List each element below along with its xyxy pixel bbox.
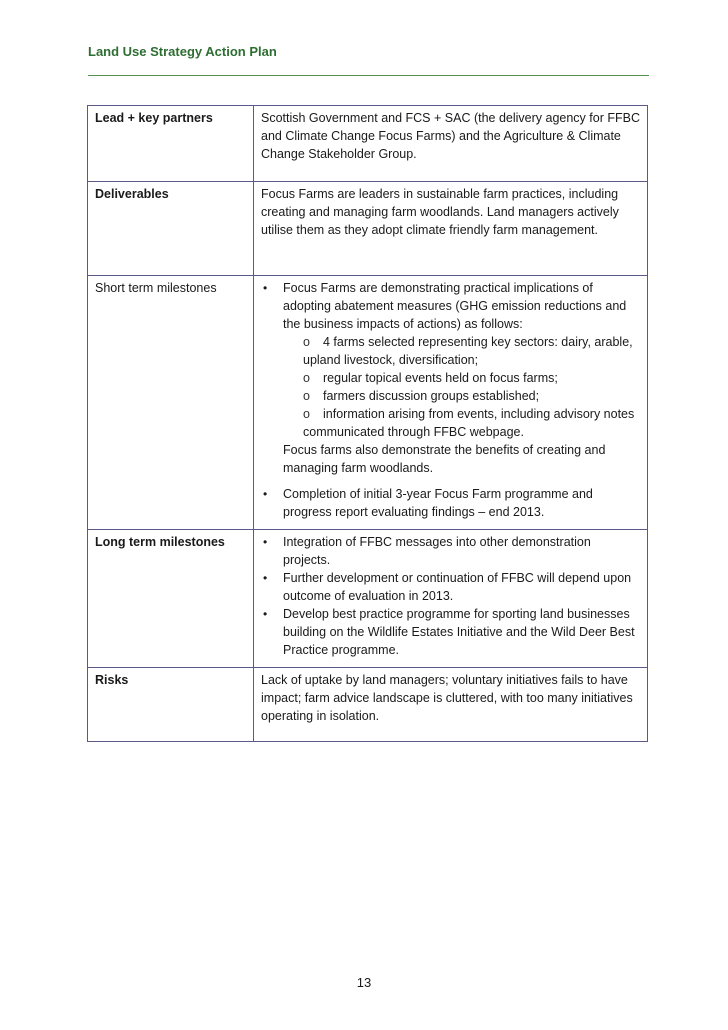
sub-bullet-text: information arising from events, including advisory notes communicated through FFBC webpage. — [303, 407, 635, 439]
list-item — [261, 533, 641, 569]
table-row — [88, 106, 648, 182]
bullet-text: Completion of initial 3-year Focus Farm programme and progress report evaluating findings – end 2013. — [283, 487, 593, 519]
list-item — [303, 333, 641, 369]
list-item — [261, 279, 641, 477]
row-value-short-term — [254, 276, 648, 530]
bullet-icon: • — [263, 607, 268, 621]
bullet-icon: • — [263, 535, 268, 549]
table-row — [88, 668, 648, 742]
bullet-icon: • — [263, 487, 268, 501]
bullet-icon: • — [263, 571, 268, 585]
row-value-deliverables: Focus Farms are leaders in sustainable farm practices, including creating and managing farm woodlands. Land managers actively utilise them as they adopt climate friendly farm management. — [254, 182, 648, 276]
bullet-after-text: Focus farms also demonstrate the benefits of creating and managing farm woodlands. — [283, 443, 606, 475]
list-item — [303, 369, 641, 387]
row-label-short-term: Short term milestones — [88, 276, 254, 530]
table-row — [88, 182, 648, 276]
row-value-long-term — [254, 530, 648, 668]
bullet-icon: • — [263, 281, 268, 295]
bullet-text: Focus Farms are demonstrating practical implications of adopting abatement measures (GHG emission reductions and the business impacts of actions) as follows: — [283, 281, 627, 331]
row-label-risks: Risks — [88, 668, 254, 742]
list-item — [303, 387, 641, 405]
row-label-deliverables: Deliverables — [88, 182, 254, 276]
table-row — [88, 276, 648, 530]
list-item — [261, 485, 641, 521]
sub-bullet-list — [283, 333, 641, 441]
sub-bullet-text: regular topical events held on focus farms; — [323, 371, 558, 385]
sub-bullet-icon: o — [303, 389, 310, 403]
short-term-bullet-list — [261, 279, 641, 521]
long-term-bullet-list — [261, 533, 641, 659]
bullet-text: Develop best practice programme for sporting land businesses building on the Wildlife Estates Initiative and the Wild Deer Best Practice programme. — [283, 607, 635, 657]
row-label-lead-partners: Lead + key partners — [88, 106, 254, 182]
page-number: 13 — [356, 975, 372, 990]
sub-bullet-icon: o — [303, 371, 310, 385]
table-row — [88, 530, 648, 668]
header-divider — [88, 75, 649, 76]
sub-bullet-icon: o — [303, 407, 310, 421]
sub-bullet-text: 4 farms selected representing key sectors: dairy, arable, upland livestock, diversification; — [303, 335, 633, 367]
row-label-long-term: Long term milestones — [88, 530, 254, 668]
list-item — [261, 569, 641, 605]
list-item — [303, 405, 641, 441]
row-value-risks: Lack of uptake by land managers; voluntary initiatives fails to have impact; farm advice landscape is cluttered, with too many initiatives operating in isolation. — [254, 668, 648, 742]
action-plan-table — [87, 105, 648, 742]
document-header-title: Land Use Strategy Action Plan — [88, 44, 277, 59]
bullet-text: Further development or continuation of FFBC will depend upon outcome of evaluation in 2013. — [283, 571, 632, 603]
sub-bullet-icon: o — [303, 335, 310, 349]
list-item — [261, 605, 641, 659]
sub-bullet-text: farmers discussion groups established; — [323, 389, 540, 403]
bullet-text: Integration of FFBC messages into other demonstration projects. — [283, 535, 591, 567]
row-value-lead-partners: Scottish Government and FCS + SAC (the delivery agency for FFBC and Climate Change Focus Farms) and the Agriculture & Climate Change Stakeholder Group. — [254, 106, 648, 182]
